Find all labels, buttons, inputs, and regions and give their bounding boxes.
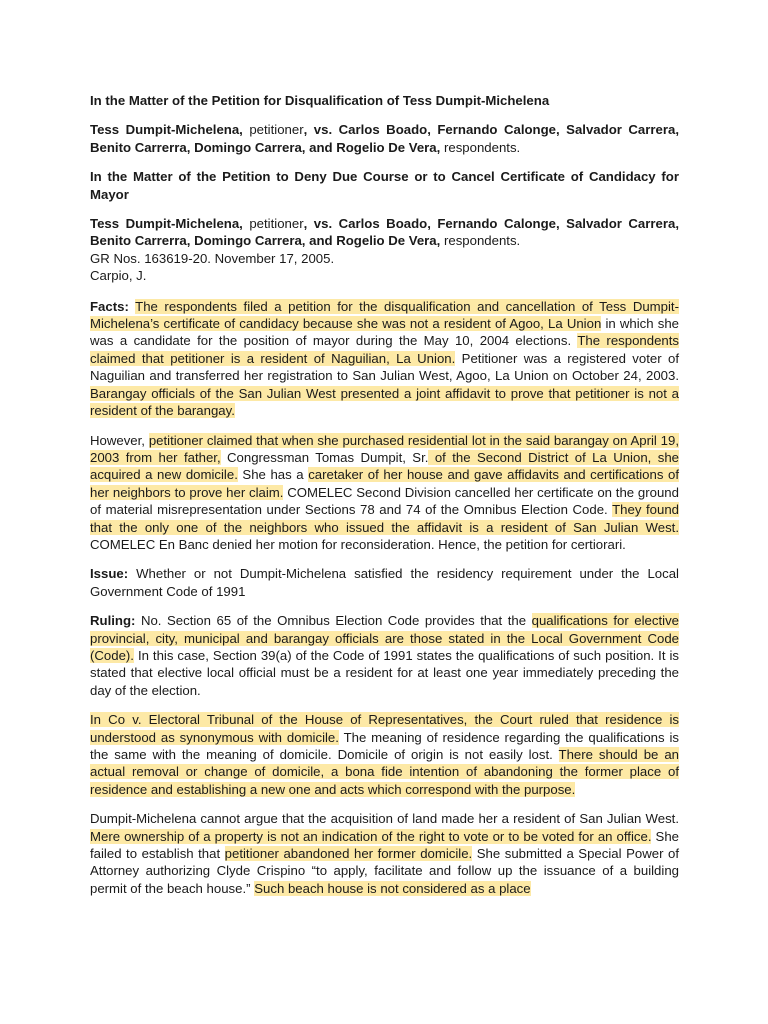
- facts-paragraph: Facts: The respondents filed a petition for the disqualification and cancellation of Tess Dumpit-Michelena’s certificate of candidacy because she was not a resident of Agoo, La Union in which she was a candidate for the position of mayor during the May 10, 2004 elections. The respondents claimed that petitioner is a resident of Naguilian, La Union. Petitioner was a registered voter of Naguilian and transferred her registration to San Julian West, Agoo, La Union on October 24, 2003. Barangay officials of the San Julian West presented a joint affidavit to prove that petitioner is not a resident of the barangay.: [90, 298, 680, 419]
- highlight: Mere ownership of a property is not an indication of the right to vote or to be voted for an office.: [90, 828, 652, 844]
- highlight: she acquired a new domicile.: [90, 449, 679, 483]
- petitioner-role: petitioner: [242, 122, 304, 138]
- highlight: petitioner abandoned her former domicile.: [224, 846, 473, 862]
- ponente: Carpio, J.: [90, 268, 147, 284]
- ruling-label: Ruling:: [90, 613, 136, 629]
- highlight: caretaker of her house and gave affidavits and certifications of her neighbors to prove her claim.: [90, 467, 679, 500]
- highlight: Barangay officials of the San Julian West presented a joint affidavit to prove that petitioner is not a resident of the barangay.: [90, 385, 679, 419]
- highlight: The respondents filed a petition for the disqualification and cancellation of Tess Dumpit-Michelena’s certificate of candidacy because she was not a resident of Agoo, La Union: [90, 298, 679, 332]
- highlight: of the Second District of La Union,: [428, 449, 658, 465]
- highlight: There should be an actual removal or change of domicile, a bona fide intention of abandoning the former place of residence and establishing a new one and acts which correspond with the purpose.: [90, 747, 679, 797]
- respondents-role: respondents.: [440, 233, 521, 249]
- ruling-paragraph: Ruling: No. Section 65 of the Omnibus Election Code provides that the qualifications for elective provincial, city, municipal and barangay officials are those stated in the Local Government Code (Code). In this case, Section 39(a) of the Code of 1991 states the qualifications of such position. It is stated that elective local official must be a resident for at least one year immediately preceding the day of the election.: [90, 613, 679, 698]
- conclusion-paragraph: Dumpit-Michelena cannot argue that the acquisition of land made her a resident of San Julian West. Mere ownership of a property is not an indication of the right to vote or to be voted for an office. She failed to establish that petitioner abandoned her former domicile. She submitted a Special Power of Attorney authorizing Clyde Crispino “to apply, facilitate and follow up the issuance of a building permit of the beach house.” Such beach house is not considered as a place: [90, 811, 679, 896]
- facts-paragraph-2: However, petitioner claimed that when she purchased residential lot in the said barangay on April 19, 2003 from her father, Congressman Tomas Dumpit, Sr. of the Second District of La Union, she acquired a new domicile. She has a caretaker of her house and gave affidavits and certifications of her neighbors to prove her claim. COMELEC Second Division cancelled her certificate on the ground of material misrepresentation under Sections 78 and 74 of the Omnibus Election Code. They found that the only one of the neighbors who issued the affidavit is a resident of San Julian West. COMELEC En Banc denied her motion for reconsideration. Hence, the petition for certiorari.: [90, 432, 680, 552]
- respondents-names: , vs. Carlos Boado, Fernando Calonge, Salvador Carrera, Benito Carrerra, Domingo Carrera, and Rogelio De Vera,: [90, 216, 679, 249]
- highlight: In Co v. Electoral Tribunal of the House of Representatives, the Court ruled that residence is understood as synonymous with domicile.: [90, 712, 679, 745]
- respondents-names: , vs. Carlos Boado, Fernando Calonge, Salvador Carrera, Benito Carrerra, Domingo Carrera, and Rogelio De Vera,: [90, 122, 679, 155]
- parties-caption-1: [90, 121, 679, 156]
- petitioner-role: petitioner: [242, 216, 304, 232]
- highlight: The respondents claimed that petitioner is a resident of Naguilian, La Union.: [90, 333, 680, 366]
- highlight: qualifications for elective provincial, city, municipal and barangay officials are those stated in the Local Government Code (Code).: [90, 613, 679, 663]
- facts-label: Facts:: [90, 298, 129, 314]
- respondents-role: respondents.: [440, 139, 521, 155]
- issue-paragraph: Issue: Whether or not Dumpit-Michelena satisfied the residency requirement under the Local Government Code of 1991: [90, 566, 679, 599]
- highlight: petitioner claimed that when she purchased residential lot in the said barangay on April 19, 2003 from her father,: [90, 432, 680, 465]
- highlight: Such beach house is not considered as a place: [254, 880, 531, 896]
- co-case-paragraph: In Co v. Electoral Tribunal of the House of Representatives, the Court ruled that residence is understood as synonymous with domicile. The meaning of residence regarding the qualifications is the same with the meaning of domicile. Domicile of origin is not easily lost. There should be an actual removal or change of domicile, a bona fide intention of abandoning the former place of residence and establishing a new one and acts which correspond with the purpose.: [90, 712, 679, 797]
- case-title-disqualification: In the Matter of the Petition for Disqualification of Tess Dumpit-Michelena: [90, 93, 550, 108]
- parties-caption-2: [90, 215, 679, 250]
- highlight: They found that the only one of the neighbors who issued the affidavit is a resident of San Julian West.: [90, 502, 680, 535]
- case-number: GR Nos. 163619-20. November 17, 2005.: [90, 250, 335, 266]
- petitioner-name: Tess Dumpit-Michelena,: [90, 216, 243, 232]
- case-title-cancel-coc: In the Matter of the Petition to Deny Due Course or to Cancel Certificate of Candidacy for Mayor: [90, 169, 679, 202]
- issue-label: Issue:: [90, 566, 129, 582]
- petitioner-name: Tess Dumpit-Michelena,: [90, 122, 243, 138]
